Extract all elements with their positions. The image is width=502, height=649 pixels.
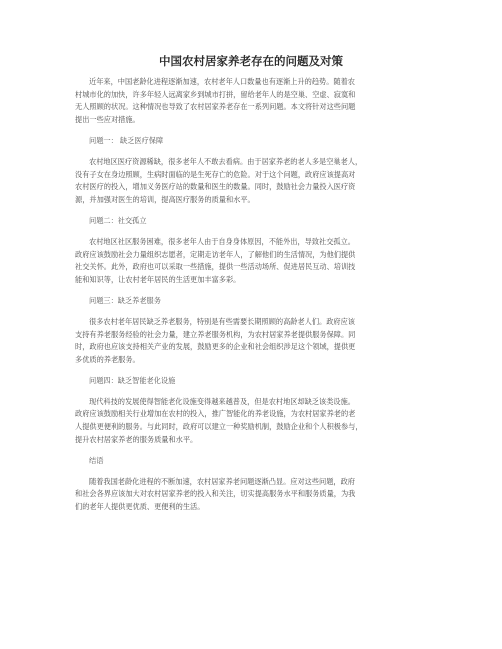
paragraph-line: 无人照顾的状况。这种情况也导致了农村居家养老存在一系列问题。本文将针对这些问题 — [75, 102, 356, 112]
paragraph-line: 近年来，中国老龄化进程逐渐加速，农村老年人口数量也有逐渐上升的趋势。随着农 — [89, 77, 355, 86]
paragraph-line: 提出一些应对措施。 — [75, 114, 140, 124]
paragraph-line: 和社会各界应该加大对农村居家养老的投入和关注，切实提高服务水平和服务质量，为我 — [75, 489, 356, 499]
paragraph-line: 现代科技的发展使得智能老化设施变得越来越普及，但是农村地区却缺乏该类设施。 — [89, 396, 355, 406]
paragraph-line: 农村地区社区服务困难，很多老年人由于自身身体原因，不能外出，导致社交孤立。 — [89, 236, 355, 246]
section-paragraph-3 — [75, 316, 437, 366]
conclusion-heading: 结语 — [89, 456, 104, 466]
paragraph-line: 多优质的养老服务。 — [75, 354, 140, 364]
paragraph-line: 提升农村居家养老的服务质量和水平。 — [75, 434, 198, 444]
document-title: 中国农村居家养老存在的问题及对策 — [159, 54, 343, 68]
section-heading-3: 问题三：缺乏养老服务 — [89, 296, 161, 306]
document-body — [75, 76, 437, 523]
paragraph-line: 村城市化的加快，许多年轻人远离家乡到城市打拼，留给老年人的是空巢、空虚、寂寞和 — [75, 89, 356, 99]
paragraph-line: 农村医疗的投入，增加义务医疗站的数量和医生的数量。同时，鼓励社会力量投入医疗资 — [75, 182, 356, 192]
section-heading-4: 问题四：缺乏智能老化设施 — [89, 376, 176, 386]
paragraph-line: 源，并加强对医生的培训，提高医疗服务的质量和水平。 — [75, 194, 255, 204]
paragraph-line: 们的老年人提供更优质、更便利的生活。 — [75, 502, 205, 512]
section-paragraph-4 — [75, 396, 437, 446]
paragraph-line: 随着我国老龄化进程的不断加速，农村居家养老问题逐渐凸显。应对这些问题，政府 — [89, 476, 355, 486]
paragraph-line: 很多农村老年居民缺乏养老服务，特别是有些需要长期照顾的高龄老人们。政府应该 — [89, 316, 355, 326]
paragraph-line: 没有子女在身边照顾，生病时面临的是生死存亡的危险。对于这个问题，政府应该提高对 — [75, 169, 356, 179]
section-paragraph-1 — [75, 156, 437, 206]
paragraph-line: 政府应该鼓励社会力量组织志愿者，定期走访老年人，了解他们的生活情况，为他们提供 — [75, 249, 356, 259]
paragraph-line: 能和知识等，让农村老年居民的生活更加丰富多彩。 — [75, 274, 241, 284]
paragraph-line: 社交关怀。此外，政府也可以采取一些措施，提供一些活动场所、促进居民互动、培训技 — [75, 262, 356, 272]
paragraph-line: 支持有养老服务经验的社会力量，建立养老服务机构，为农村居家养老提供服务保障。同 — [75, 329, 356, 339]
section-heading-1: 问题一： 缺乏医疗保障 — [89, 136, 164, 146]
paragraph-line: 政府应该鼓励相关行业增加在农村的投入，推广智能化的养老设施，为农村居家养老的老 — [75, 409, 356, 419]
paragraph-line: 人提供更便利的服务。与此同时，政府可以建立一种奖励机制，鼓励企业和个人积极参与， — [75, 422, 363, 432]
section-heading-2: 问题二：社交孤立 — [89, 216, 147, 226]
section-paragraph-2 — [75, 236, 437, 286]
paragraph-line: 时，政府也应该支持相关产业的发展，鼓励更多的企业和社会组织涉足这个领域，提供更 — [75, 342, 356, 352]
paragraph-line: 农村地区医疗资源稀缺，很多老年人不敢去看病。由于居家养老的老人多是空巢老人， — [89, 156, 363, 166]
intro-paragraph — [75, 76, 437, 126]
conclusion-paragraph — [75, 476, 437, 514]
